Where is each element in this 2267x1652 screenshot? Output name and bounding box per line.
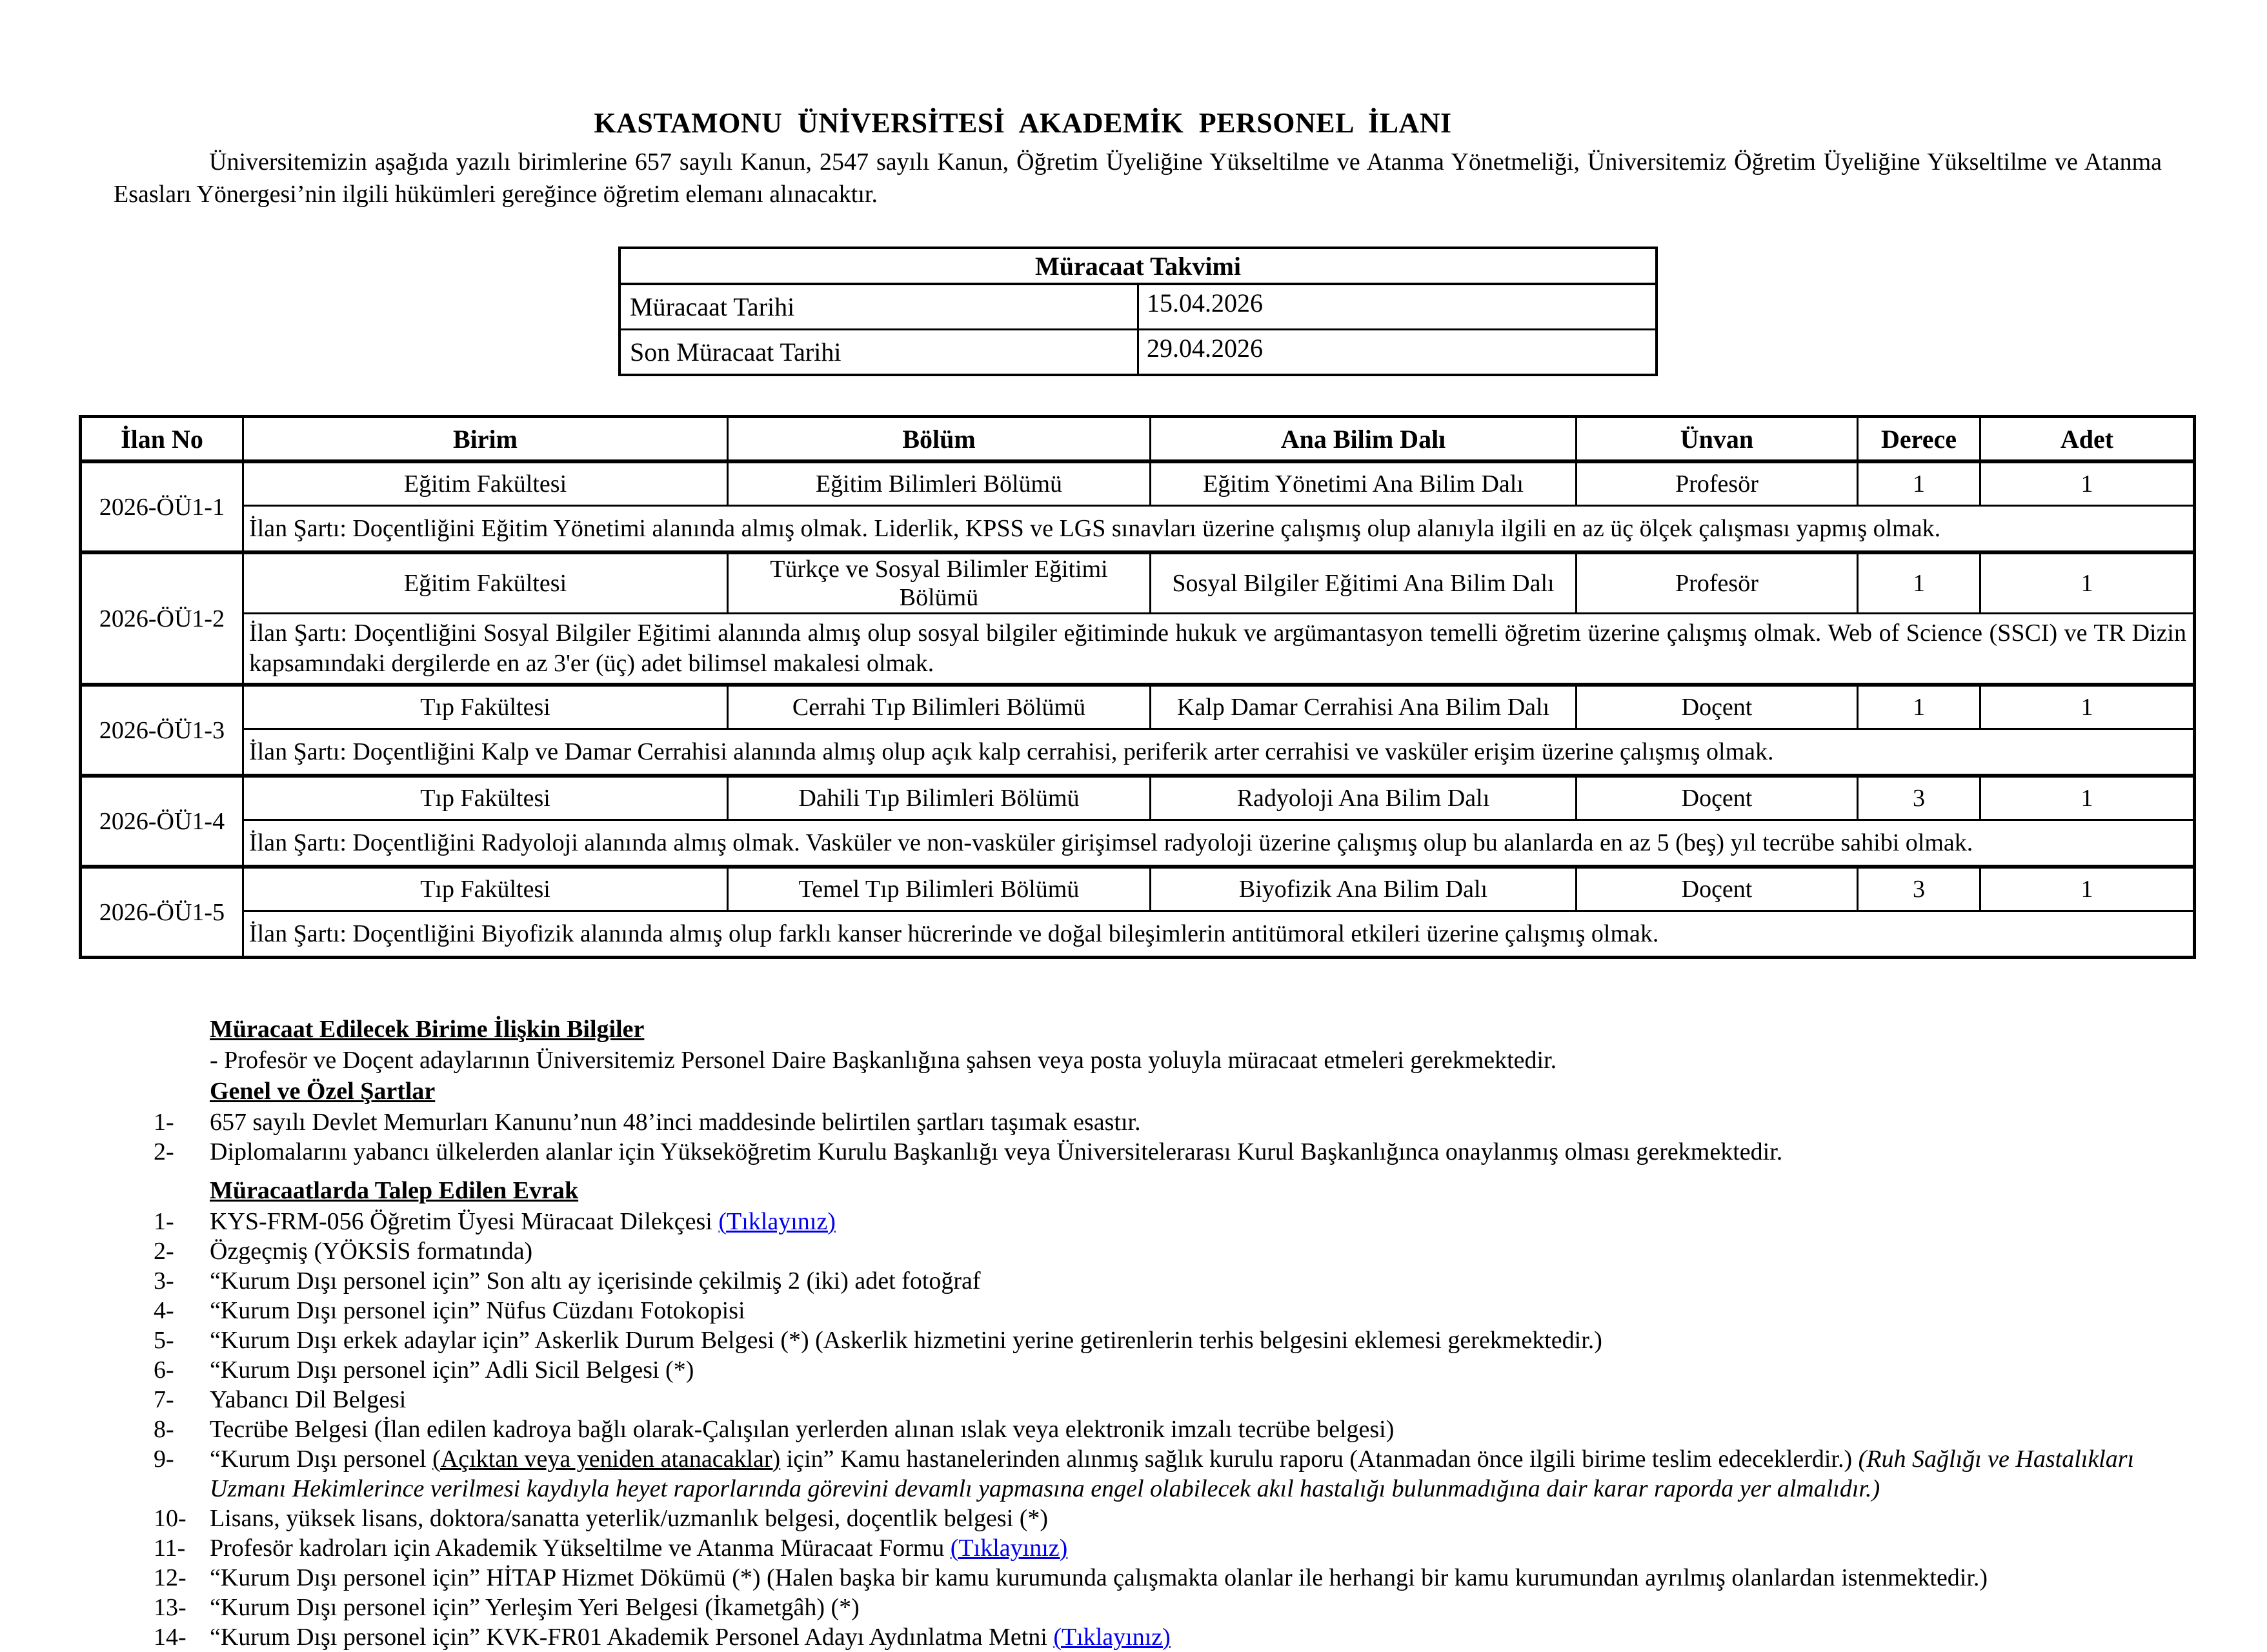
- list-item: [154, 1296, 2190, 1325]
- position-requirement-row: [81, 911, 2195, 958]
- list-item-number: 5-: [154, 1327, 174, 1354]
- general-conditions-list: [154, 1107, 2190, 1167]
- schedule-row: [620, 330, 1657, 376]
- ilan-no-cell: 2026-ÖÜ1-1: [81, 461, 243, 552]
- text-segment: “Kurum Dışı personel için” KVK-FR01 Akademik Personel Adayı Aydınlatma Metni: [210, 1624, 1054, 1651]
- ilan-sarti-cell: İlan Şartı: Doçentliğini Radyoloji alanında almış olmak. Vasküler ve non-vasküler girişimsel radyoloji üzerine çalışmış olup bu alanlarda en az 5 (beş) yıl tecrübe sahibi olmak.: [243, 820, 2195, 867]
- text-segment: için” Kamu hastanelerinden alınmış sağlık kurulu raporu (Atanmadan önce ilgili birime teslim edeceklerdir.): [780, 1446, 1859, 1473]
- tiklayiniz-link[interactable]: (Tıklayınız): [1053, 1624, 1171, 1651]
- list-item-text: [210, 1533, 2190, 1563]
- list-item-number: 1-: [154, 1208, 174, 1235]
- bolum-cell: Temel Tıp Bilimleri Bölümü: [728, 867, 1151, 911]
- tiklayiniz-link[interactable]: (Tıklayınız): [950, 1535, 1068, 1562]
- birim-cell: Tıp Fakültesi: [243, 776, 728, 820]
- list-item-number: 12-: [154, 1564, 186, 1591]
- schedule-title-row: [620, 248, 1657, 284]
- text-segment: “Kurum Dışı erkek adaylar için” Askerlik Durum Belgesi (*) (Askerlik hizmetini yerine getirenlerin terhis belgesini eklemesi gerekmektedir.): [210, 1327, 1602, 1354]
- unvan-cell: Doçent: [1577, 685, 1858, 729]
- column-header-adet: Adet: [1980, 417, 2195, 462]
- schedule-body: [620, 284, 1657, 375]
- footer-sections: [154, 1014, 2190, 1652]
- list-item-number: 1-: [154, 1109, 174, 1136]
- list-item-text: [210, 1355, 2190, 1385]
- ana-bilim-dali-cell: Kalp Damar Cerrahisi Ana Bilim Dalı: [1151, 685, 1577, 729]
- column-header-derece: Derece: [1858, 417, 1980, 462]
- list-item-number: 14-: [154, 1624, 186, 1651]
- schedule-row-value: 29.04.2026: [1138, 330, 1657, 376]
- section-heading-genel-ozel-sartlar: Genel ve Özel Şartlar: [210, 1078, 436, 1105]
- column-header-unvan: Ünvan: [1577, 417, 1858, 462]
- schedule-row-value: 15.04.2026: [1138, 284, 1657, 330]
- list-item-text: [210, 1504, 2190, 1533]
- birim-cell: Eğitim Fakültesi: [243, 461, 728, 506]
- list-item-text: [210, 1207, 2190, 1236]
- section-heading-muracaat-birim: Müracaat Edilecek Birime İlişkin Bilgiler: [210, 1016, 645, 1043]
- schedule-title: Müracaat Takvimi: [620, 248, 1657, 284]
- ana-bilim-dali-cell: Sosyal Bilgiler Eğitimi Ana Bilim Dalı: [1151, 552, 1577, 614]
- list-item-text: [210, 1593, 2190, 1622]
- list-item: [154, 1236, 2190, 1266]
- list-item-text: [210, 1325, 2190, 1355]
- position-row: [81, 461, 2195, 506]
- text-segment: Diplomalarını yabancı ülkelerden alanlar için Yükseköğretim Kurulu Başkanlığı veya Üniversitelerarası Kurul Başkanlığınca onaylanmış olması gerekmektedir.: [210, 1138, 1783, 1165]
- intro-paragraph: Üniversitemizin aşağıda yazılı birimlerine 657 sayılı Kanun, 2547 sayılı Kanun, Öğretim Üyeliğine Yükseltilme ve Atanma Yönetmeliği, Üniversitemiz Öğretim Üyeliğine Yükseltilme ve Atanma Esasları Yönergesi’nin ilgili hükümleri gereğince öğretim elemanı alınacaktır.: [114, 148, 2162, 208]
- text-segment: (Açıktan veya yeniden atanacaklar): [432, 1446, 781, 1473]
- ilan-sarti-cell: İlan Şartı: Doçentliğini Biyofizik alanında almış olup farklı kanser hücrerinde ve doğal bileşimlerin antitümoral etkileri üzerine çalışmış olmak.: [243, 911, 2195, 958]
- position-requirement-row: [81, 506, 2195, 553]
- schedule-row-label: Son Müracaat Tarihi: [620, 330, 1138, 376]
- application-schedule-table: [618, 247, 1658, 376]
- list-item: [154, 1593, 2190, 1622]
- text-segment: Yabancı Dil Belgesi: [210, 1386, 407, 1413]
- unvan-cell: Profesör: [1577, 461, 1858, 506]
- derece-cell: 1: [1858, 552, 1980, 614]
- position-requirement-row: [81, 820, 2195, 867]
- list-item: [154, 1444, 2190, 1504]
- positions-body: [81, 461, 2195, 958]
- ana-bilim-dali-cell: Eğitim Yönetimi Ana Bilim Dalı: [1151, 461, 1577, 506]
- adet-cell: 1: [1980, 776, 2195, 820]
- text-segment: “Kurum Dışı personel için” Yerleşim Yeri Belgesi (İkametgâh) (*): [210, 1594, 860, 1621]
- ilan-no-cell: 2026-ÖÜ1-4: [81, 776, 243, 867]
- derece-cell: 3: [1858, 867, 1980, 911]
- list-item-text: [210, 1236, 2190, 1266]
- list-item-text: [210, 1107, 2190, 1137]
- ilan-sarti-cell: İlan Şartı: Doçentliğini Kalp ve Damar Cerrahisi alanında almış olup açık kalp cerrahisi, periferik arter cerrahisi ve vasküler erişim üzerine çalışmış olmak.: [243, 729, 2195, 776]
- unvan-cell: Profesör: [1577, 552, 1858, 614]
- derece-cell: 1: [1858, 461, 1980, 506]
- column-header-ana-bilim-dali: Ana Bilim Dalı: [1151, 417, 1577, 462]
- list-item-number: 3-: [154, 1267, 174, 1294]
- text-segment: Lisans, yüksek lisans, doktora/sanatta yeterlik/uzmanlık belgesi, doçentlik belgesi (*): [210, 1505, 1049, 1532]
- tiklayiniz-link[interactable]: (Tıklayınız): [718, 1208, 836, 1235]
- column-header-ilan-no: İlan No: [81, 417, 243, 462]
- position-row: [81, 776, 2195, 820]
- list-item-number: 7-: [154, 1386, 174, 1413]
- list-item-number: 2-: [154, 1138, 174, 1165]
- title-container: [0, 0, 2046, 139]
- position-row: [81, 552, 2195, 614]
- ilan-sarti-cell: İlan Şartı: Doçentliğini Eğitim Yönetimi alanında almış olmak. Liderlik, KPSS ve LGS sınavları üzerine çalışmış olup alanıyla ilgili en az üç ölçek çalışması yapmış olmak.: [243, 506, 2195, 553]
- list-item-number: 8-: [154, 1416, 174, 1443]
- list-item-number: 11-: [154, 1535, 186, 1562]
- list-item: [154, 1137, 2190, 1167]
- list-item-number: 9-: [154, 1446, 174, 1473]
- list-item: [154, 1385, 2190, 1415]
- list-item-number: 13-: [154, 1594, 186, 1621]
- adet-cell: 1: [1980, 461, 2195, 506]
- positions-header-row: [81, 417, 2195, 462]
- ilan-no-cell: 2026-ÖÜ1-5: [81, 867, 243, 958]
- list-item-text: [210, 1266, 2190, 1296]
- list-item: [154, 1325, 2190, 1355]
- list-item-number: 2-: [154, 1238, 174, 1265]
- list-item-text: [210, 1385, 2190, 1415]
- list-item: [154, 1563, 2190, 1593]
- schedule-row: [620, 284, 1657, 330]
- list-item: [154, 1415, 2190, 1444]
- birim-cell: Tıp Fakültesi: [243, 867, 728, 911]
- list-item-number: 6-: [154, 1356, 174, 1384]
- list-item: [154, 1622, 2190, 1652]
- list-item: [154, 1355, 2190, 1385]
- text-segment: Profesör kadroları için Akademik Yükseltilme ve Atanma Müracaat Formu: [210, 1535, 951, 1562]
- list-item-text: [210, 1563, 2190, 1593]
- bolum-cell: Dahili Tıp Bilimleri Bölümü: [728, 776, 1151, 820]
- adet-cell: 1: [1980, 867, 2195, 911]
- text-segment: Tecrübe Belgesi (İlan edilen kadroya bağlı olarak-Çalışılan yerlerden alınan ıslak veya elektronik imzalı tecrübe belgesi): [210, 1416, 1395, 1443]
- bolum-cell: Türkçe ve Sosyal Bilimler Eğitimi Bölümü: [728, 552, 1151, 614]
- required-documents-list: [154, 1207, 2190, 1652]
- ilan-sarti-cell: İlan Şartı: Doçentliğini Sosyal Bilgiler Eğitimi alanında almış olup sosyal bilgiler eğitiminde hukuk ve argümantasyon temelli öğretim üzerine çalışmış olmak. Web of Science (SSCI) ve TR Dizin kapsamındaki dergilerde en az 3'er (üç) adet bilimsel makalesi olmak.: [243, 614, 2195, 685]
- column-header-bolum: Bölüm: [728, 417, 1151, 462]
- positions-table: [79, 415, 2196, 959]
- position-requirement-row: [81, 729, 2195, 776]
- adet-cell: 1: [1980, 685, 2195, 729]
- text-segment: “Kurum Dışı personel için” Adli Sicil Belgesi (*): [210, 1356, 694, 1384]
- list-item: [154, 1533, 2190, 1563]
- unvan-cell: Doçent: [1577, 867, 1858, 911]
- bolum-cell: Eğitim Bilimleri Bölümü: [728, 461, 1151, 506]
- list-item-text: [210, 1296, 2190, 1325]
- list-item-text: [210, 1444, 2190, 1504]
- list-item: [154, 1504, 2190, 1533]
- ana-bilim-dali-cell: Biyofizik Ana Bilim Dalı: [1151, 867, 1577, 911]
- ilan-no-cell: 2026-ÖÜ1-3: [81, 685, 243, 776]
- list-item-text: [210, 1137, 2190, 1167]
- position-row: [81, 867, 2195, 911]
- birim-cell: Eğitim Fakültesi: [243, 552, 728, 614]
- derece-cell: 3: [1858, 776, 1980, 820]
- position-requirement-row: [81, 614, 2195, 685]
- text-segment: “Kurum Dışı personel: [210, 1446, 433, 1473]
- text-segment: “Kurum Dışı personel için” Nüfus Cüzdanı Fotokopisi: [210, 1297, 745, 1324]
- list-item-number: 4-: [154, 1297, 174, 1324]
- list-item: [154, 1107, 2190, 1137]
- adet-cell: 1: [1980, 552, 2195, 614]
- ana-bilim-dali-cell: Radyoloji Ana Bilim Dalı: [1151, 776, 1577, 820]
- info-note: - Profesör ve Doçent adaylarının Üniversitemiz Personel Daire Başkanlığına şahsen veya posta yoluyla müracaat etmeleri gerekmektedir.: [210, 1047, 1557, 1074]
- unvan-cell: Doçent: [1577, 776, 1858, 820]
- list-item-text: [210, 1415, 2190, 1444]
- derece-cell: 1: [1858, 685, 1980, 729]
- list-item-text: [210, 1622, 2190, 1652]
- text-segment: Özgeçmiş (YÖKSİS formatında): [210, 1238, 533, 1265]
- list-item: [154, 1207, 2190, 1236]
- text-segment: KYS-FRM-056 Öğretim Üyesi Müracaat Dilekçesi: [210, 1208, 719, 1235]
- birim-cell: Tıp Fakültesi: [243, 685, 728, 729]
- schedule-row-label: Müracaat Tarihi: [620, 284, 1138, 330]
- page-title: KASTAMONU ÜNİVERSİTESİ AKADEMİK PERSONEL İLANI: [594, 107, 1452, 139]
- text-segment: 657 sayılı Devlet Memurları Kanunu’nun 48’inci maddesinde belirtilen şartları taşımak esastır.: [210, 1109, 1141, 1136]
- list-item-number: 10-: [154, 1505, 186, 1532]
- column-header-birim: Birim: [243, 417, 728, 462]
- text-segment: “Kurum Dışı personel için” Son altı ay içerisinde çekilmiş 2 (iki) adet fotoğraf: [210, 1267, 981, 1294]
- ilan-no-cell: 2026-ÖÜ1-2: [81, 552, 243, 685]
- section-heading-evrak: Müracaatlarda Talep Edilen Evrak: [210, 1177, 579, 1204]
- text-segment: “Kurum Dışı personel için” HİTAP Hizmet Dökümü (*) (Halen başka bir kamu kurumunda çalışmakta olanlar ile herhangi bir kamu kurumundan ayrılmış olanlardan istenmektedir.): [210, 1564, 1988, 1591]
- text-segment: (Ruh Sağlığı ve Hastalıkları Uzmanı Hekimlerince verilmesi kaydıyla heyet raporlarında görevini devamlı yapmasına engel olabilecek akıl hastalığı bulunmadığına dair karar raporda yer almalıdır.): [210, 1446, 2135, 1502]
- position-row: [81, 685, 2195, 729]
- bolum-cell: Cerrahi Tıp Bilimleri Bölümü: [728, 685, 1151, 729]
- list-item: [154, 1266, 2190, 1296]
